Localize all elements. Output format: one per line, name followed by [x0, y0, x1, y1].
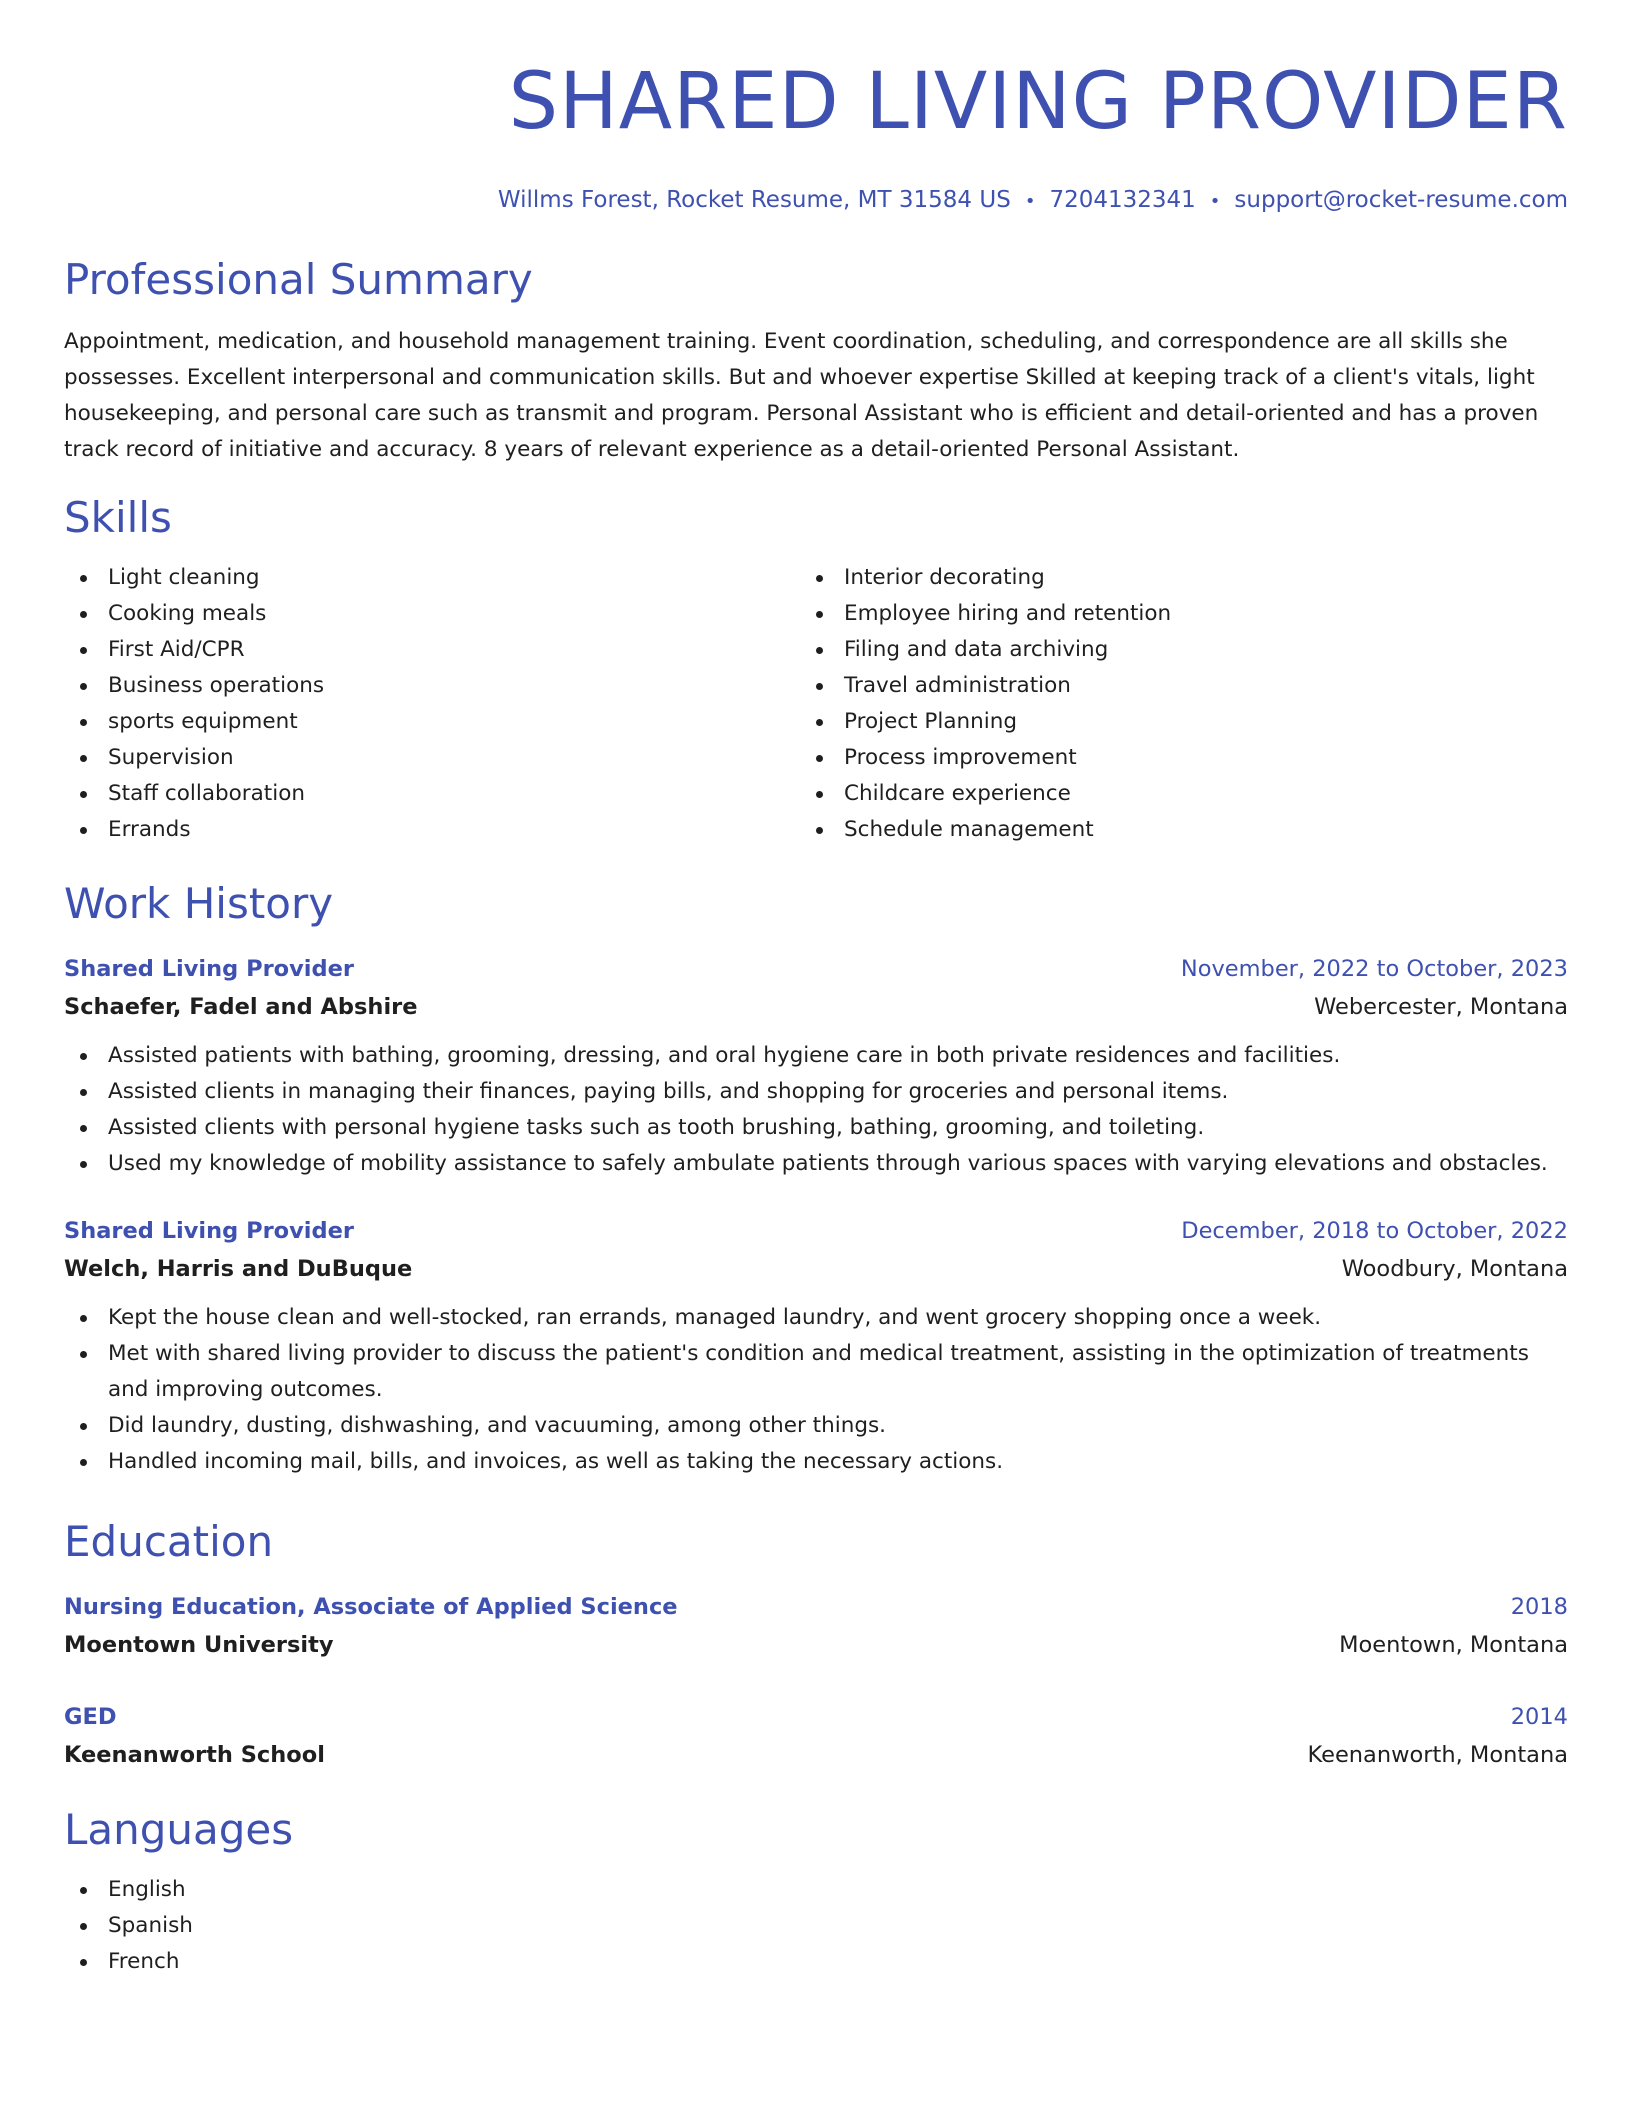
contact-address: Willms Forest, Rocket Resume, MT 31584 US — [497, 187, 1011, 213]
summary-heading: Professional Summary — [64, 255, 533, 304]
job-bullet: Assisted clients in managing their finances, paying bills, and shopping for groceries and personal items. — [64, 1074, 1568, 1110]
education-school: Moentown University — [64, 1632, 334, 1658]
skill-item: Errands — [64, 812, 800, 848]
job-bullet: Handled incoming mail, bills, and invoices, as well as taking the necessary actions. — [64, 1444, 1568, 1480]
skills-right-list — [800, 560, 1536, 848]
skill-item: Filing and data archiving — [800, 632, 1536, 668]
job-role: Shared Living Provider — [64, 956, 354, 982]
job-location: Woodbury, Montana — [1341, 1256, 1568, 1282]
job-company: Schaefer, Fadel and Abshire — [64, 994, 418, 1020]
skill-item: Schedule management — [800, 812, 1536, 848]
separator-dot: • — [1209, 191, 1221, 212]
job-company-row — [64, 1250, 1568, 1288]
languages-list — [64, 1872, 1568, 1980]
resume-name: SHARED LIVING PROVIDER — [508, 57, 1568, 147]
education-degree: Nursing Education, Associate of Applied Science — [64, 1594, 678, 1620]
skill-item: Interior decorating — [800, 560, 1536, 596]
job-bullet: Assisted clients with personal hygiene tasks such as tooth brushing, bathing, grooming, and toileting. — [64, 1110, 1568, 1146]
skill-item: Business operations — [64, 668, 800, 704]
job-entry — [64, 1212, 1568, 1480]
language-item: French — [64, 1944, 1568, 1980]
skill-item: Cooking meals — [64, 596, 800, 632]
skill-item: Light cleaning — [64, 560, 800, 596]
contact-email[interactable]: support@rocket-resume.com — [1234, 187, 1568, 213]
job-dates: November, 2022 to October, 2023 — [1180, 956, 1568, 982]
education-heading: Education — [64, 1517, 274, 1566]
job-location: Webercester, Montana — [1314, 994, 1568, 1020]
job-header-row — [64, 950, 1568, 988]
skills-left-list — [64, 560, 800, 848]
education-header-row — [64, 1588, 1568, 1626]
job-bullet: Used my knowledge of mobility assistance to safely ambulate patients through various spaces with varying elevations and obstacles. — [64, 1146, 1568, 1182]
skills-heading: Skills — [64, 493, 172, 542]
skill-item: First Aid/CPR — [64, 632, 800, 668]
job-entry — [64, 950, 1568, 1182]
job-role: Shared Living Provider — [64, 1218, 354, 1244]
job-company-row — [64, 988, 1568, 1026]
language-item: English — [64, 1872, 1568, 1908]
job-header-row — [64, 1212, 1568, 1250]
job-bullet: Assisted patients with bathing, grooming, dressing, and oral hygiene care in both private residences and facilities. — [64, 1038, 1568, 1074]
skill-item: Supervision — [64, 740, 800, 776]
summary-text: Appointment, medication, and household management training. Event coordination, scheduling, and correspondence are all skills she possesses. Excellent interpersonal and communication skills. But and whoever expertise Skilled at keeping track of a client's vitals, light housekeeping, and personal care such as transmit and program. Personal Assistant who is efficient and detail-oriented and has a proven track record of initiative and accuracy. 8 years of relevant experience as a detail-oriented Personal Assistant. — [64, 329, 1539, 462]
education-year: 2018 — [1510, 1594, 1568, 1620]
skills-grid — [64, 560, 1568, 848]
education-year: 2014 — [1510, 1704, 1568, 1730]
separator-dot: • — [1024, 191, 1036, 212]
job-bullet: Did laundry, dusting, dishwashing, and vacuuming, among other things. — [64, 1408, 1568, 1444]
work-history-heading: Work History — [64, 879, 334, 928]
contact-phone: 7204132341 — [1049, 187, 1196, 213]
job-bullets — [64, 1300, 1568, 1480]
skill-item: Process improvement — [800, 740, 1536, 776]
education-school-row — [64, 1626, 1568, 1664]
education-location: Moentown, Montana — [1339, 1632, 1568, 1658]
languages-heading: Languages — [64, 1805, 294, 1854]
skill-item: Travel administration — [800, 668, 1536, 704]
job-bullets — [64, 1038, 1568, 1182]
education-entry — [64, 1588, 1568, 1664]
contact-line — [64, 184, 1568, 218]
education-school: Keenanworth School — [64, 1742, 325, 1768]
education-header-row — [64, 1698, 1568, 1736]
education-degree: GED — [64, 1704, 117, 1730]
job-dates: December, 2018 to October, 2022 — [1181, 1218, 1568, 1244]
skill-item: Employee hiring and retention — [800, 596, 1536, 632]
skill-item: Staff collaboration — [64, 776, 800, 812]
education-school-row — [64, 1736, 1568, 1774]
education-entry — [64, 1698, 1568, 1774]
skill-item: Childcare experience — [800, 776, 1536, 812]
language-item: Spanish — [64, 1908, 1568, 1944]
job-bullet: Met with shared living provider to discuss the patient's condition and medical treatment, assisting in the optimization of treatments and improving outcomes. — [64, 1336, 1568, 1408]
education-location: Keenanworth, Montana — [1307, 1742, 1568, 1768]
job-company: Welch, Harris and DuBuque — [64, 1256, 413, 1282]
job-bullet: Kept the house clean and well-stocked, ran errands, managed laundry, and went grocery shopping once a week. — [64, 1300, 1568, 1336]
skill-item: Project Planning — [800, 704, 1536, 740]
skill-item: sports equipment — [64, 704, 800, 740]
